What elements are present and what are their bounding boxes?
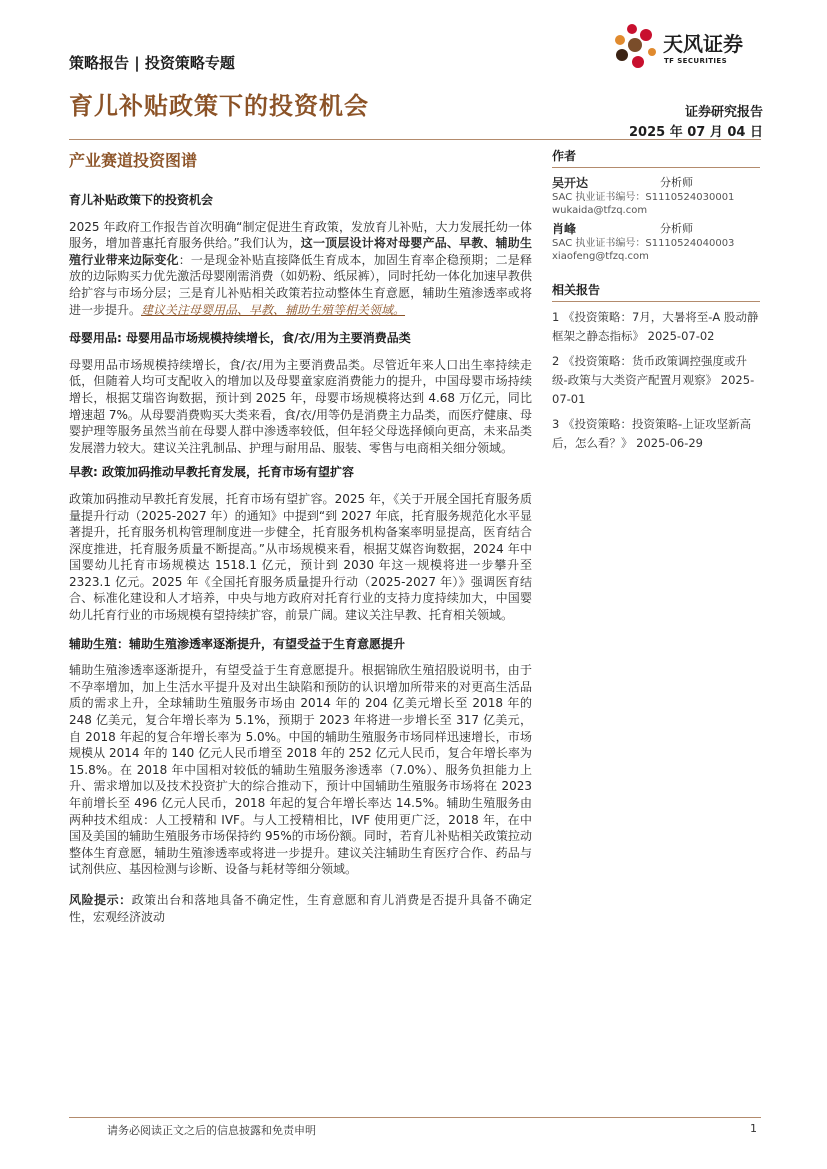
sidebar [552, 143, 760, 453]
footer-divider [69, 1117, 761, 1118]
risk-warning: 风险提示：政策出台和落地具备不确定性，生育意愿和育儿消费是否提升具备不确定性，宏观经济波动 [69, 892, 532, 924]
section-paragraph: 母婴用品市场规模持续增长，食/衣/用为主要消费品类。尽管近年来人口出生率持续走低，但随着人均可支配收入的增加以及母婴童家庭消费能力的提升，中国母婴市场持续增长，根据艾瑞咨询数据，预计到 2025 年，母婴市场规模将达到 4.68 万亿元，同比增速超 7%。从母婴消费购买大类来看，食/衣/用等仍是消费主力品类，而医疗健康、母婴护理等服务虽然当前在母婴人群中渗透率较低，但年轻父母选择倾向更高，未来品类发展潜力较大。建议关注乳制品、护理与耐用品、服装、零售与电商相关细分领域。 [69, 357, 532, 455]
related-report-link[interactable]: 2 《投资策略：货币政策调控强度或升级-政策与大类资产配置月观察》 2025-07-01 [552, 354, 755, 406]
main-content [69, 192, 532, 925]
author-email[interactable]: xiaofeng@tfzq.com [552, 251, 649, 262]
author-name: 肖峰 [552, 222, 577, 236]
section-paragraph: 政策加码推动早教托育发展，托育市场有望扩容。2025 年，《关于开展全国托育服务质量提升行动（2025-2027 年）的通知》中提到“到 2027 年底，托育服务规范化水平显著提升，托育服务机构管理制度进一步健全，托育服务机构备案率明显提高，医育结合深度推进，托育服务质量不断提高。”从市场规模来看，根据艾媒咨询数据，2024 年中国婴幼儿托育市场规模达 1518.1 亿元，预计到 2030 年这一规模将进一步攀升至 2323.1 亿元。2025 年《全国托育服务质量提升行动（2025-2027 年）》强调医育结合、标准化建设和人才培养，中央与地方政府对托育行业的支持力度持续加大，中国婴幼儿托育行业的市场规模有望持续扩容，前景广阔。建议关注早教、托育相关领域。 [69, 491, 532, 623]
page-title: 育儿补贴政策下的投资机会 [69, 92, 369, 120]
header-divider [69, 139, 761, 140]
logo-name-en: TF SECURITIES [664, 57, 728, 65]
author-block [552, 220, 760, 263]
author-email[interactable]: wukaida@tfzq.com [552, 205, 648, 216]
section-paragraph: 2025 年政府工作报告首次明确“制定促进生育政策，发放育儿补贴，大力发展托幼一体服务，增加普惠托育服务供给。”我们认为，这一顶层设计将对母婴产品、早教、辅助生殖行业带来边际变化：一是现金补贴直接降低生育成本，加固生育率企稳预期；二是释放的边际购买力优先激活母婴刚需消费（如奶粉、纸尿裤），同时托幼一体化加速早教供给扩容与市场分层；三是育儿补贴相关政策若拉动整体生育意愿，辅助生殖渗透率或将进一步提升。建议关注母婴用品、早教、辅助生殖等相关领域。 [69, 219, 532, 317]
logo-name-cn: 天风证券 [663, 32, 743, 56]
section-paragraph: 辅助生殖渗透率逐渐提升，有望受益于生育意愿提升。根据锦欣生殖招股说明书，由于不孕率增加，加上生活水平提升及对出生缺陷和预防的认识增加所带来的对更高生活品质的需求上升，全球辅助生殖服务市场由 2014 年的 204 亿美元增长至 2018 年的 248 亿美元，复合年增长率为 5.1%，预期于 2023 年将进一步增长至 317 亿美元，自 2018 年起的复合年增长率为 5.0%。中国的辅助生殖服务市场同样迅速增长，市场规模从 2014 年的 140 亿元人民币增至 2018 年的 252 亿元人民币，复合年增长率为 15.8%。在 2018 年中国相对较低的辅助生殖服务渗透率（7.0%）、服务负担能力上升、需求增加以及技术投资扩大的综合推动下，预计中国辅助生殖服务市场将在 2023 年前增长至 496 亿元人民币，2018 年起的复合年增长率达 14.5%。辅助生殖服务由两种技术组成：人工授精和 IVF。与人工授精相比，IVF 使用更广泛，2018 年，在中国及美国的辅助生殖服务市场保持约 95%的市场份额。同时，若育儿补贴相关政策拉动整体生育意愿，辅助生殖渗透率或将进一步提升。建议关注辅助生育医疗合作、药品与试剂供应、基因检测与诊断、设备与耗材等细分领域。 [69, 663, 532, 877]
sub-title: 产业赛道投资图谱 [69, 151, 198, 170]
section-heading: 早教: 政策加码推动早教托育发展，托育市场有望扩容 [69, 465, 354, 480]
author-role: 分析师 [660, 222, 693, 235]
related-report-link[interactable]: 1 《投资策略：7月，大暑将至-A 股动静框架之静态指标》 2025-07-02 [552, 310, 759, 343]
section-heading: 辅助生殖：辅助生殖渗透率逐渐提升，有望受益于生育意愿提升 [69, 636, 406, 651]
report-type: 策略报告 | 投资策略专题 [69, 54, 235, 72]
footer-disclaimer: 请务必阅读正文之后的信息披露和免责申明 [107, 1124, 316, 1137]
section-heading: 母婴用品: 母婴用品市场规模持续增长，食/衣/用为主要消费品类 [69, 331, 411, 346]
page-number: 1 [750, 1122, 757, 1135]
author-block [552, 174, 760, 217]
author-role: 分析师 [660, 176, 693, 189]
logo-mark-icon [610, 20, 660, 72]
related-reports-heading: 相关报告 [552, 277, 760, 302]
research-label: 证券研究报告 [684, 105, 763, 120]
report-date: 2025 年 07 月 04 日 [629, 125, 763, 140]
author-name: 吴开达 [552, 176, 589, 190]
section-heading: 育儿补贴政策下的投资机会 [69, 193, 214, 207]
author-cert: SAC 执业证书编号：S1110524030001 [552, 192, 735, 203]
recommendation-link[interactable]: 建议关注母婴用品、早教、辅助生殖等相关领域。 [141, 302, 406, 317]
company-logo [610, 20, 760, 72]
authors-heading: 作者 [552, 143, 760, 168]
author-cert: SAC 执业证书编号：S1110524040003 [552, 238, 735, 249]
related-report-link[interactable]: 3 《投资策略：投资策略-上证攻坚新高后，怎么看？》 2025-06-29 [552, 417, 752, 450]
